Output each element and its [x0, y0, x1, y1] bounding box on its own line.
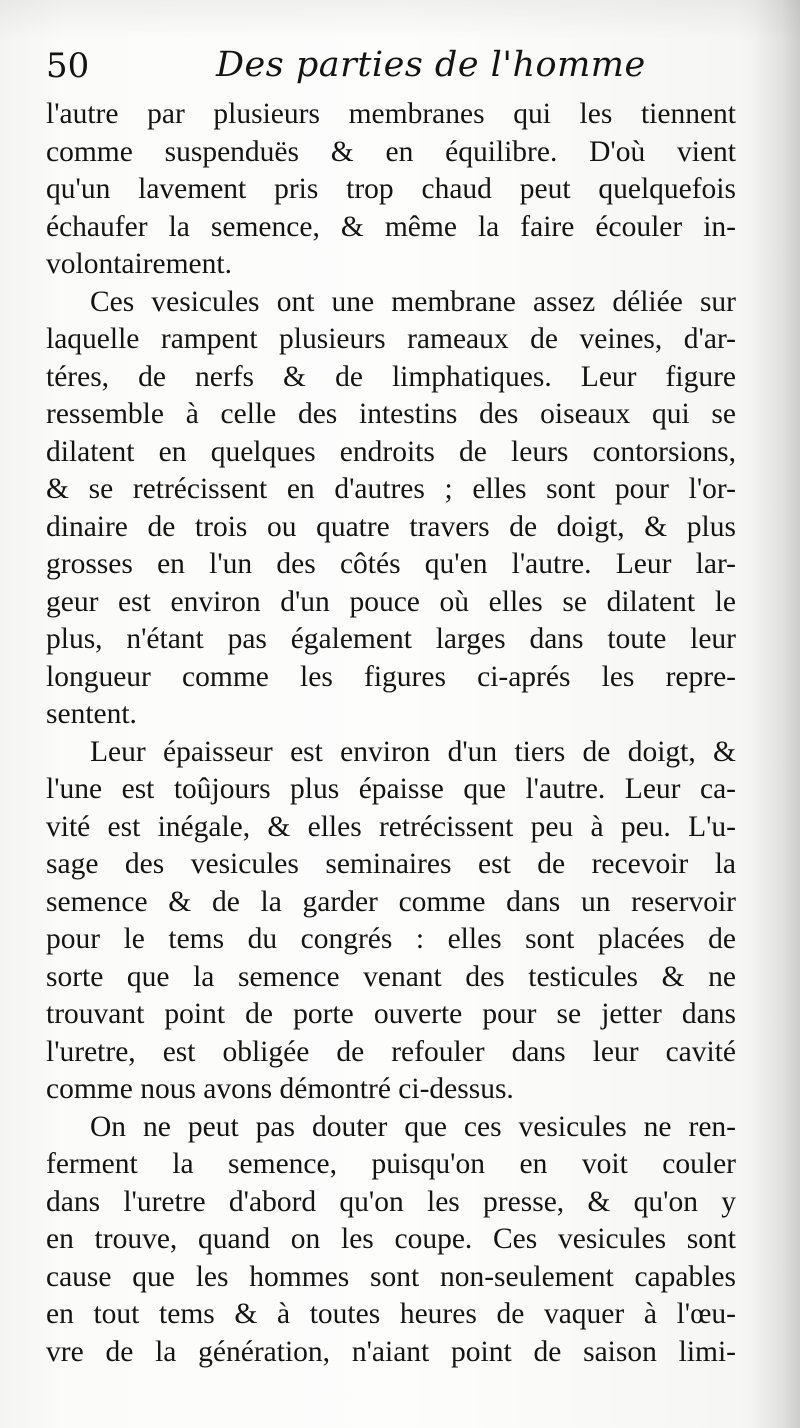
text-line: vité est inégale, & elles retrécissent peu à peu. L'u- [46, 810, 736, 843]
text-line: sentent. [46, 698, 137, 730]
running-title: Des parties de l'homme [216, 45, 646, 85]
text-line: ferment la semence, puisqu'on en voit couler [46, 1148, 736, 1180]
text-line: sage des vesicules seminaires est de recevoir la [46, 848, 736, 880]
text-line: trouvant point de porte ouverte pour se jetter dans [46, 998, 736, 1030]
text-line: semence & de la garder comme dans un reservoir [46, 885, 736, 918]
page-top-shadow [0, 0, 800, 40]
text-line: l'une est toûjours plus épaisse que l'autre. Leur ca- [46, 773, 736, 805]
text-line: sorte que la semence venant des testicules & ne [46, 960, 736, 993]
text-line: téres, de nerfs & de limphatiques. Leur figure [46, 360, 736, 393]
page-header [46, 42, 726, 92]
text-line: pour le tems du congrés : elles sont placées de [46, 923, 736, 955]
body-text [46, 96, 736, 1371]
text-line: l'autre par plusieurs membranes qui les tiennent [46, 98, 736, 130]
text-line: plus, n'étant pas également larges dans toute leur [46, 623, 736, 655]
page-number: 50 [46, 46, 90, 86]
text-line: geur est environ d'un pouce où elles se dilatent le [46, 585, 736, 618]
text-line: cause que les hommes sont non-seulement capables [46, 1260, 736, 1293]
text-line: dans l'uretre d'abord qu'on les presse, & qu'on y [46, 1185, 736, 1218]
text-line: comme nous avons démontré ci-dessus. [46, 1073, 514, 1105]
text-line: grosses en l'un des côtés qu'en l'autre. Leur lar- [46, 548, 736, 580]
text-line: volontairement. [46, 248, 232, 280]
page-gutter-shadow [754, 0, 800, 1428]
text-line: l'uretre, est obligée de refouler dans leur cavité [46, 1035, 736, 1068]
text-line: comme suspenduës & en équilibre. D'où vient [46, 135, 736, 168]
text-line: vre de la génération, n'aiant point de saison limi- [46, 1335, 736, 1368]
paragraph-first-line: Ces vesicules ont une membrane assez déliée sur [90, 285, 736, 318]
text-line: dinaire de trois ou quatre travers de doigt, & plus [46, 510, 736, 543]
text-line: longueur comme les figures ci-aprés les repre- [46, 660, 736, 693]
paragraph-first-line: On ne peut pas douter que ces vesicules ne ren- [90, 1110, 736, 1143]
text-line: échaufer la semence, & même la faire écouler in- [46, 210, 736, 243]
text-line: dilatent en quelques endroits de leurs contorsions, [46, 435, 736, 468]
paragraph-first-line: Leur épaisseur est environ d'un tiers de doigt, & [90, 735, 736, 768]
text-line: ressemble à celle des intestins des oiseaux qui se [46, 398, 736, 430]
text-line: en tout tems & à toutes heures de vaquer à l'œu- [46, 1298, 736, 1330]
text-line: laquelle rampent plusieurs rameaux de veines, d'ar- [46, 323, 736, 355]
text-line: & se retrécissent en d'autres ; elles sont pour l'or- [46, 473, 736, 505]
text-line: qu'un lavement pris trop chaud peut quelquefois [46, 173, 736, 205]
text-line: en trouve, quand on les coupe. Ces vesicules sont [46, 1223, 736, 1255]
